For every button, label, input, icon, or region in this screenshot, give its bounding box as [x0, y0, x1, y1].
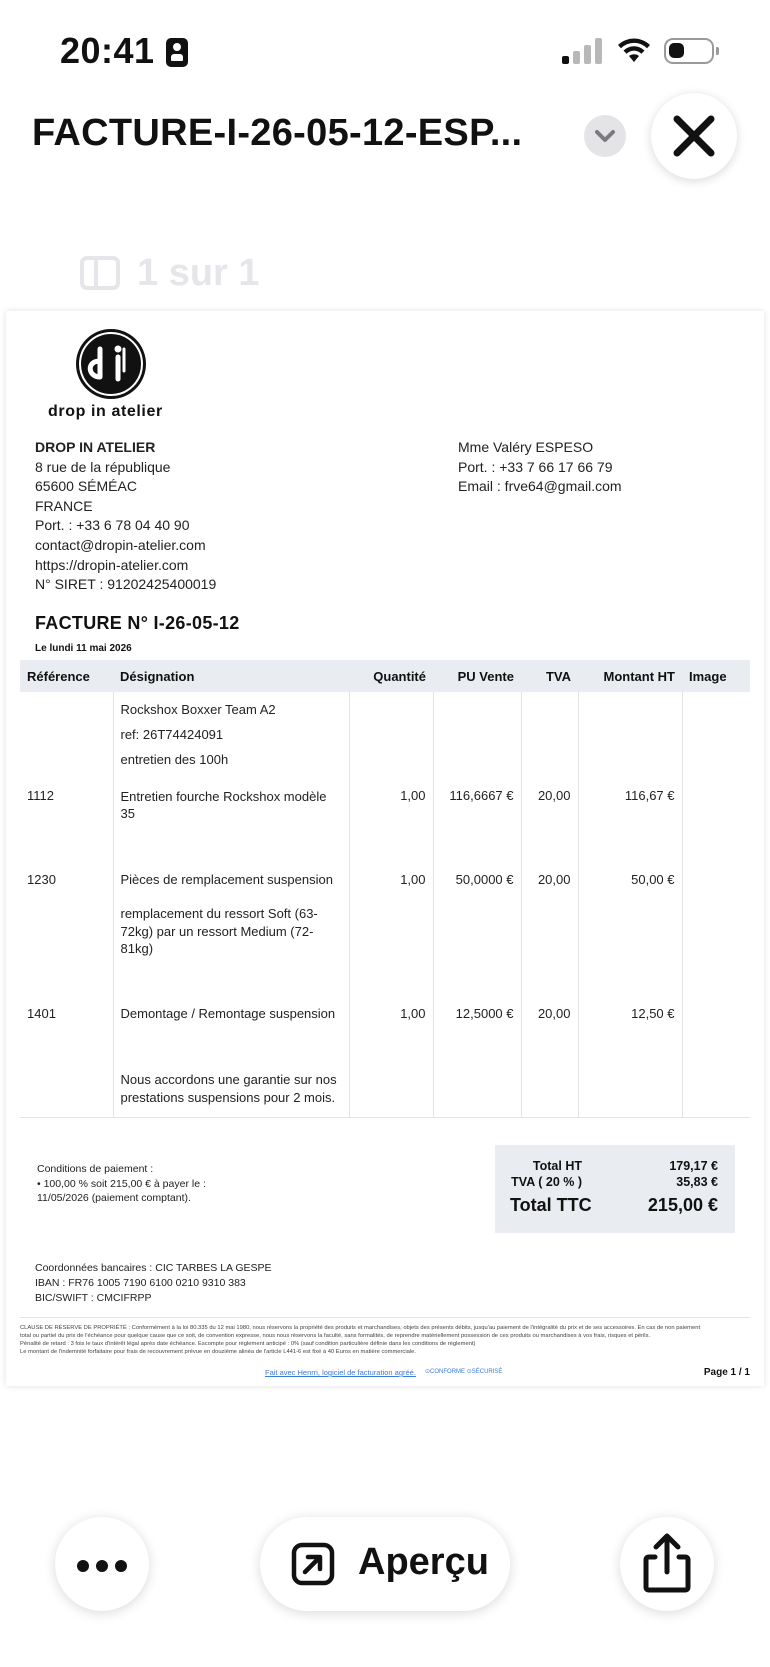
certification-badges	[425, 1368, 502, 1375]
designation-line: 81kg)	[120, 941, 154, 956]
henrri-link[interactable]: Fait avec Henrri, logiciel de facturation agréé.	[265, 1368, 416, 1377]
table-row	[20, 1071, 750, 1117]
table-header-row	[20, 660, 750, 692]
clause-line: total ou partiel du prix de l'échéance pour quelque cause que ce soit, de convention expresse, nous nous réservons la faculté, sans formalités, de reprendre matériellement possession de ces produits ou marchandises à vos frais, risques et périls.	[20, 1333, 651, 1339]
bank-details	[35, 1261, 272, 1306]
designation-line: prestations suspensions pour 2 mois.	[120, 1090, 336, 1105]
conditions-line: Conditions de paiement :	[37, 1163, 154, 1175]
table-row	[20, 872, 750, 905]
designation-line: 72kg) par un ressort Medium (72-	[120, 923, 314, 939]
quantity-cell: 1,00	[349, 872, 433, 905]
column-header: PU Vente	[433, 660, 521, 692]
conditions-line: • 100,00 % soit 215,00 € à payer le :	[37, 1177, 206, 1190]
table-row	[20, 905, 750, 1006]
table-row	[20, 692, 750, 788]
page-number: Page 1 / 1	[703, 1367, 750, 1378]
seller-phone: Port. : +33 6 78 04 40 90	[35, 517, 190, 534]
column-header: Désignation	[113, 660, 349, 692]
table-row	[20, 788, 750, 872]
quantity-cell: 1,00	[349, 1006, 433, 1071]
column-header: TVA	[521, 660, 578, 692]
wifi-icon	[617, 38, 651, 64]
iban: IBAN : FR76 1005 7190 6100 0210 9310 383	[35, 1277, 246, 1289]
check-icon: ⊙	[425, 1369, 431, 1375]
seller-email[interactable]: contact@dropin-atelier.com	[35, 536, 206, 553]
share-icon	[620, 1517, 714, 1611]
focus-mode-icon	[166, 38, 188, 67]
tva-cell: 20,00	[521, 872, 578, 905]
page-indicator: 1 sur 1	[137, 252, 260, 294]
close-icon	[651, 93, 737, 179]
seller-line: 65600 SÉMÉAC	[35, 478, 137, 495]
client-email[interactable]: Email : frve64@gmail.com	[458, 478, 622, 495]
title-menu-button[interactable]	[584, 115, 626, 157]
share-button[interactable]	[620, 1517, 714, 1611]
more-icon	[77, 1560, 89, 1572]
invoice-date: Le lundi 11 mai 2026	[35, 643, 132, 654]
open-in-preview-button[interactable]	[260, 1517, 510, 1611]
designation-line: 35	[120, 806, 135, 821]
seller-address	[35, 438, 216, 595]
drop-in-logo	[74, 327, 148, 401]
designation-cell	[113, 1071, 349, 1117]
seller-siret: N° SIRET : 91202425400019	[35, 576, 217, 593]
bic: BIC/SWIFT : CMCIFRPP	[35, 1292, 152, 1304]
designation-cell: Pièces de remplacement suspension	[113, 872, 349, 905]
designation-cell	[113, 788, 349, 872]
designation-cell	[113, 692, 349, 788]
property-clause	[20, 1324, 750, 1356]
sidebar-icon	[80, 256, 120, 290]
reference-cell: 1112	[27, 788, 54, 803]
client-address	[458, 438, 622, 497]
payment-conditions	[37, 1162, 206, 1206]
table-row	[20, 1006, 750, 1071]
close-button[interactable]	[651, 93, 737, 179]
column-header: Montant HT	[578, 660, 682, 692]
lock-icon: ⊙	[466, 1369, 472, 1375]
totals-box	[495, 1145, 735, 1233]
tva-value: 35,83 €	[676, 1175, 718, 1189]
designation-line: entretien des 100h	[120, 752, 229, 767]
conforme-badge: CONFORME	[430, 1369, 466, 1375]
clause-line: Le montant de l'indemnité forfaitaire pour frais de recouvrement prévue en douzième alinéa de l'article L441-6 est fixé à 40 Euros en matière commerciale.	[20, 1349, 416, 1355]
seller-line: 8 rue de la république	[35, 458, 171, 475]
unit-price-cell: 12,5000 €	[433, 1006, 521, 1071]
quantity-cell: 1,00	[349, 788, 433, 872]
total-ttc-label: Total TTC	[510, 1195, 592, 1215]
seller-website[interactable]: https://dropin-atelier.com	[35, 556, 189, 573]
clause-line: CLAUSE DE RÉSERVE DE PROPRIÉTÉ : Conformément à la loi 80.335 du 12 mai 1980, nous réservons la propriété des produits et marchandises, objets des présents débits, jusqu'au paiement de l'intégralité du prix et de ses accessoires. En cas de non paiement	[20, 1325, 701, 1331]
invoice-items-table	[20, 660, 750, 1118]
total-ttc-value: 215,00 €	[647, 1195, 718, 1215]
seller-line: FRANCE	[35, 497, 93, 514]
battery-icon	[664, 38, 714, 64]
designation-cell: Demontage / Remontage suspension	[113, 1006, 349, 1071]
bank-line: Coordonnées bancaires : CIC TARBES LA GESPE	[35, 1262, 272, 1274]
designation-line: Nous accordons une garantie sur nos	[120, 1072, 337, 1087]
seller-name: DROP IN ATELIER	[35, 439, 156, 455]
tva-cell: 20,00	[521, 1006, 578, 1071]
open-external-icon	[291, 1542, 335, 1586]
client-name: Mme Valéry ESPESO	[458, 439, 594, 455]
conditions-line: 11/05/2026 (paiement comptant).	[37, 1192, 191, 1204]
client-phone: Port. : +33 7 66 17 66 79	[458, 458, 613, 475]
reference-cell: 1230	[27, 872, 56, 887]
column-header: Quantité	[349, 660, 433, 692]
amount-cell: 12,50 €	[578, 1006, 682, 1071]
clause-line: Pénalité de retard : 3 fois le taux d'intérêt légal après date échéance. Escompte pour règlement anticipé : 0% (sauf condition particulière définie dans les conditions de règlement)	[20, 1341, 476, 1347]
apercu-label: Aperçu	[358, 1541, 489, 1583]
unit-price-cell: 116,6667 €	[433, 788, 521, 872]
chevron-down-icon	[584, 115, 626, 157]
designation-line: remplacement du ressort Soft (63-	[120, 906, 318, 921]
document-title[interactable]: FACTURE-I-26-05-12-ESP...	[32, 112, 523, 154]
tva-cell: 20,00	[521, 788, 578, 872]
column-header: Image	[682, 660, 750, 692]
designation-line: Entretien fourche Rockshox modèle	[120, 789, 327, 804]
invoice-page	[6, 311, 764, 1386]
invoice-title: FACTURE N° I-26-05-12	[35, 613, 240, 633]
tva-label: TVA ( 20 % )	[511, 1175, 582, 1189]
amount-cell: 50,00 €	[578, 872, 682, 905]
designation-cell	[113, 905, 349, 1006]
reference-cell: 1401	[27, 1006, 56, 1021]
cellular-signal-icon	[562, 38, 602, 64]
divider	[20, 1317, 750, 1318]
column-header: Référence	[20, 660, 113, 692]
designation-line: Rockshox Boxxer Team A2	[120, 702, 276, 717]
amount-cell: 116,67 €	[578, 788, 682, 872]
designation-line: ref: 26T74424091	[120, 727, 224, 742]
unit-price-cell: 50,0000 €	[433, 872, 521, 905]
status-time: 20:41	[60, 30, 155, 71]
total-ht-value: 179,17 €	[669, 1159, 718, 1173]
logo-wordmark: drop in atelier	[48, 403, 163, 420]
securise-badge: SÉCURISÉ	[471, 1369, 503, 1375]
total-ht-label: Total HT	[532, 1159, 582, 1173]
more-options-button[interactable]	[55, 1517, 149, 1611]
